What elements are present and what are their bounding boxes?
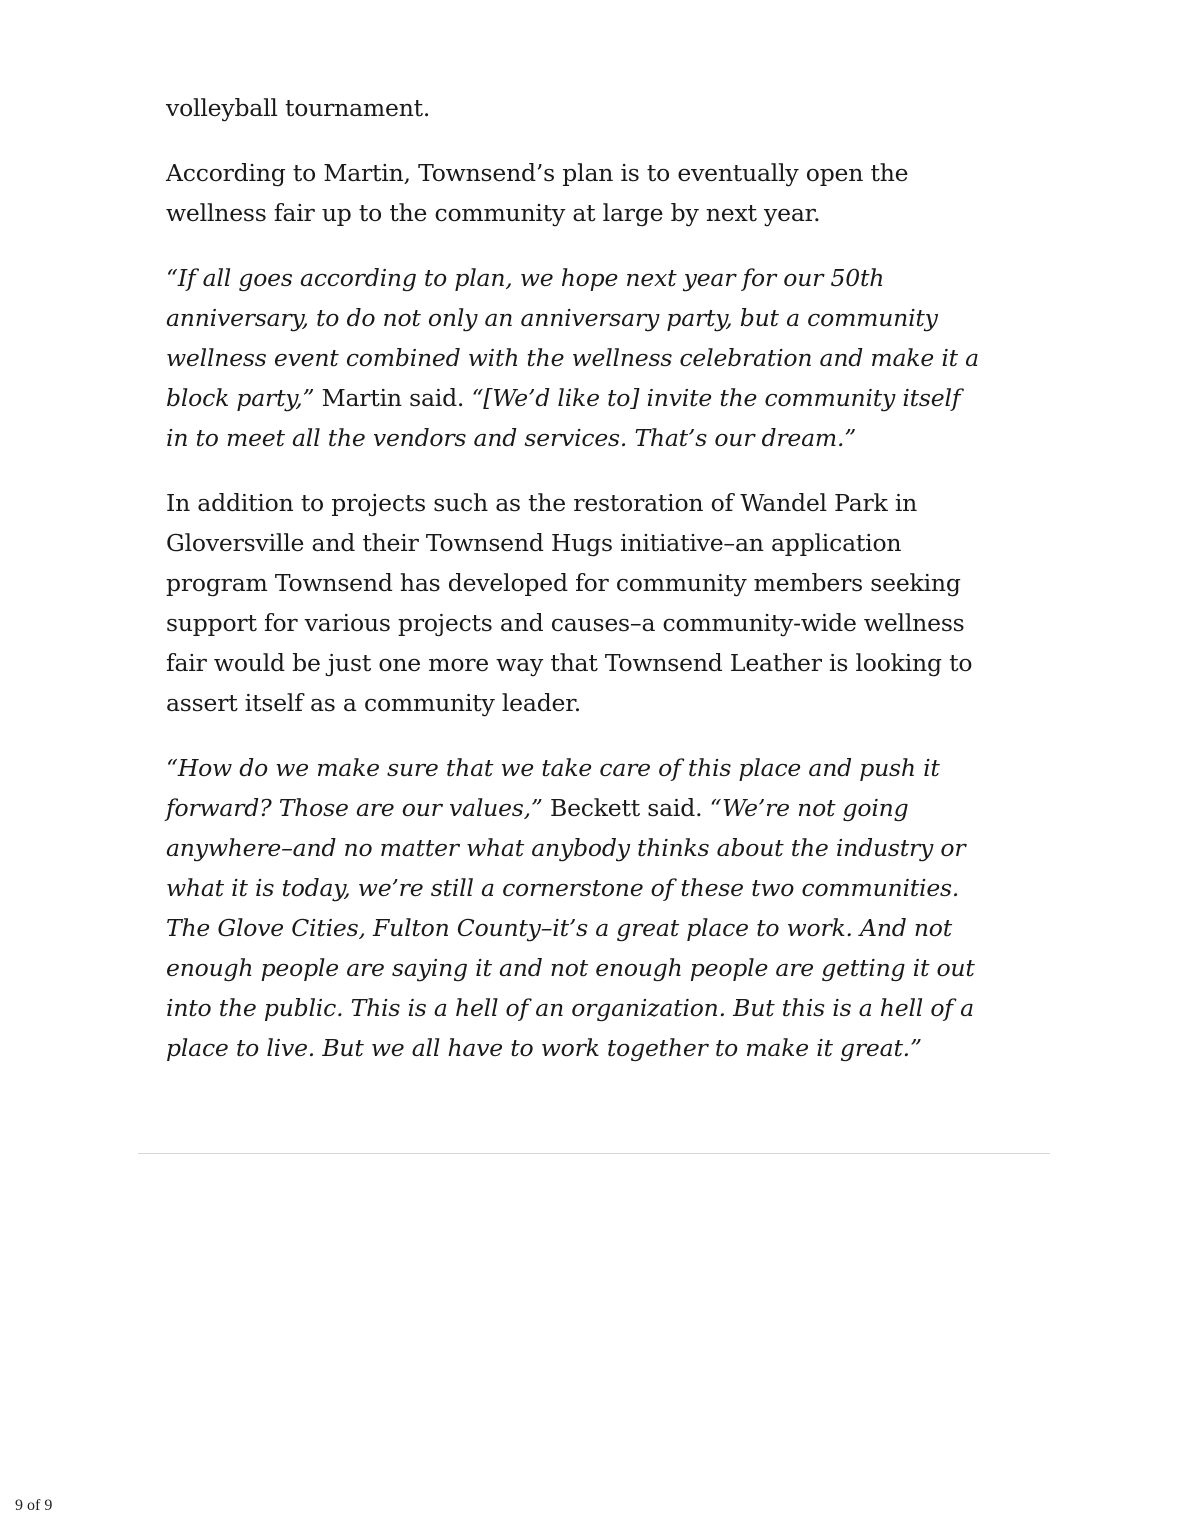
quote-text: “We’re not going xyxy=(709,794,909,822)
body-text: program Townsend has developed for community members seeking xyxy=(166,569,961,597)
quote-text: “[We’d like to] invite the community itself xyxy=(471,384,961,412)
text-line xyxy=(166,88,1066,128)
text-line xyxy=(166,193,1066,233)
text-line xyxy=(166,523,1066,563)
text-line xyxy=(166,908,1066,948)
quote-text: The Glove Cities, Fulton County–it’s a great place to work. And not xyxy=(166,914,953,942)
divider xyxy=(138,1153,1050,1154)
quote-text: in to meet all the vendors and services. That’s our dream.” xyxy=(166,424,857,452)
page-number: 9 of 9 xyxy=(15,1497,53,1514)
body-text: According to Martin, Townsend’s plan is to eventually open the xyxy=(166,159,909,187)
text-line xyxy=(166,378,1066,418)
text-line xyxy=(166,748,1066,788)
text-line xyxy=(166,683,1066,723)
text-line xyxy=(166,1028,1066,1068)
paragraph xyxy=(166,258,1066,458)
text-line xyxy=(166,643,1066,683)
text-line xyxy=(166,868,1066,908)
text-line xyxy=(166,153,1066,193)
text-line xyxy=(166,483,1066,523)
text-line xyxy=(166,788,1066,828)
body-text: assert itself as a community leader. xyxy=(166,689,581,717)
body-text: wellness fair up to the community at large by next year. xyxy=(166,199,821,227)
article-body xyxy=(166,88,1066,1093)
quote-text: what it is today, we’re still a cornerstone of these two communities. xyxy=(166,874,960,902)
text-line xyxy=(166,948,1066,988)
body-text: fair would be just one more way that Townsend Leather is looking to xyxy=(166,649,973,677)
text-line xyxy=(166,298,1066,338)
body-text: Martin said. xyxy=(314,384,472,412)
quote-text: “How do we make sure that we take care of this place and push it xyxy=(166,754,940,782)
paragraph xyxy=(166,153,1066,233)
text-line xyxy=(166,338,1066,378)
quote-text: anniversary, to do not only an anniversary party, but a community xyxy=(166,304,938,332)
body-text: Gloversville and their Townsend Hugs initiative–an application xyxy=(166,529,902,557)
text-line xyxy=(166,418,1066,458)
body-text: support for various projects and causes–a community-wide wellness xyxy=(166,609,965,637)
body-text: volleyball tournament. xyxy=(166,94,431,122)
quote-text: block party,” xyxy=(166,384,315,412)
quote-text: forward? Those are our values,” xyxy=(166,794,543,822)
quote-text: enough people are saying it and not enough people are getting it out xyxy=(166,954,975,982)
body-text: In addition to projects such as the restoration of Wandel Park in xyxy=(166,489,918,517)
text-line xyxy=(166,828,1066,868)
paragraph xyxy=(166,748,1066,1068)
quote-text: wellness event combined with the wellness celebration and make it a xyxy=(166,344,979,372)
text-line xyxy=(166,988,1066,1028)
body-text: Beckett said. xyxy=(542,794,710,822)
quote-text: “If all goes according to plan, we hope next year for our 50th xyxy=(166,264,885,292)
quote-text: into the public. This is a hell of an organization. But this is a hell of a xyxy=(166,994,974,1022)
paragraph xyxy=(166,88,1066,128)
paragraph xyxy=(166,483,1066,723)
text-line xyxy=(166,258,1066,298)
quote-text: place to live. But we all have to work together to make it great.” xyxy=(166,1034,922,1062)
text-line xyxy=(166,563,1066,603)
text-line xyxy=(166,603,1066,643)
quote-text: anywhere–and no matter what anybody thinks about the industry or xyxy=(166,834,966,862)
